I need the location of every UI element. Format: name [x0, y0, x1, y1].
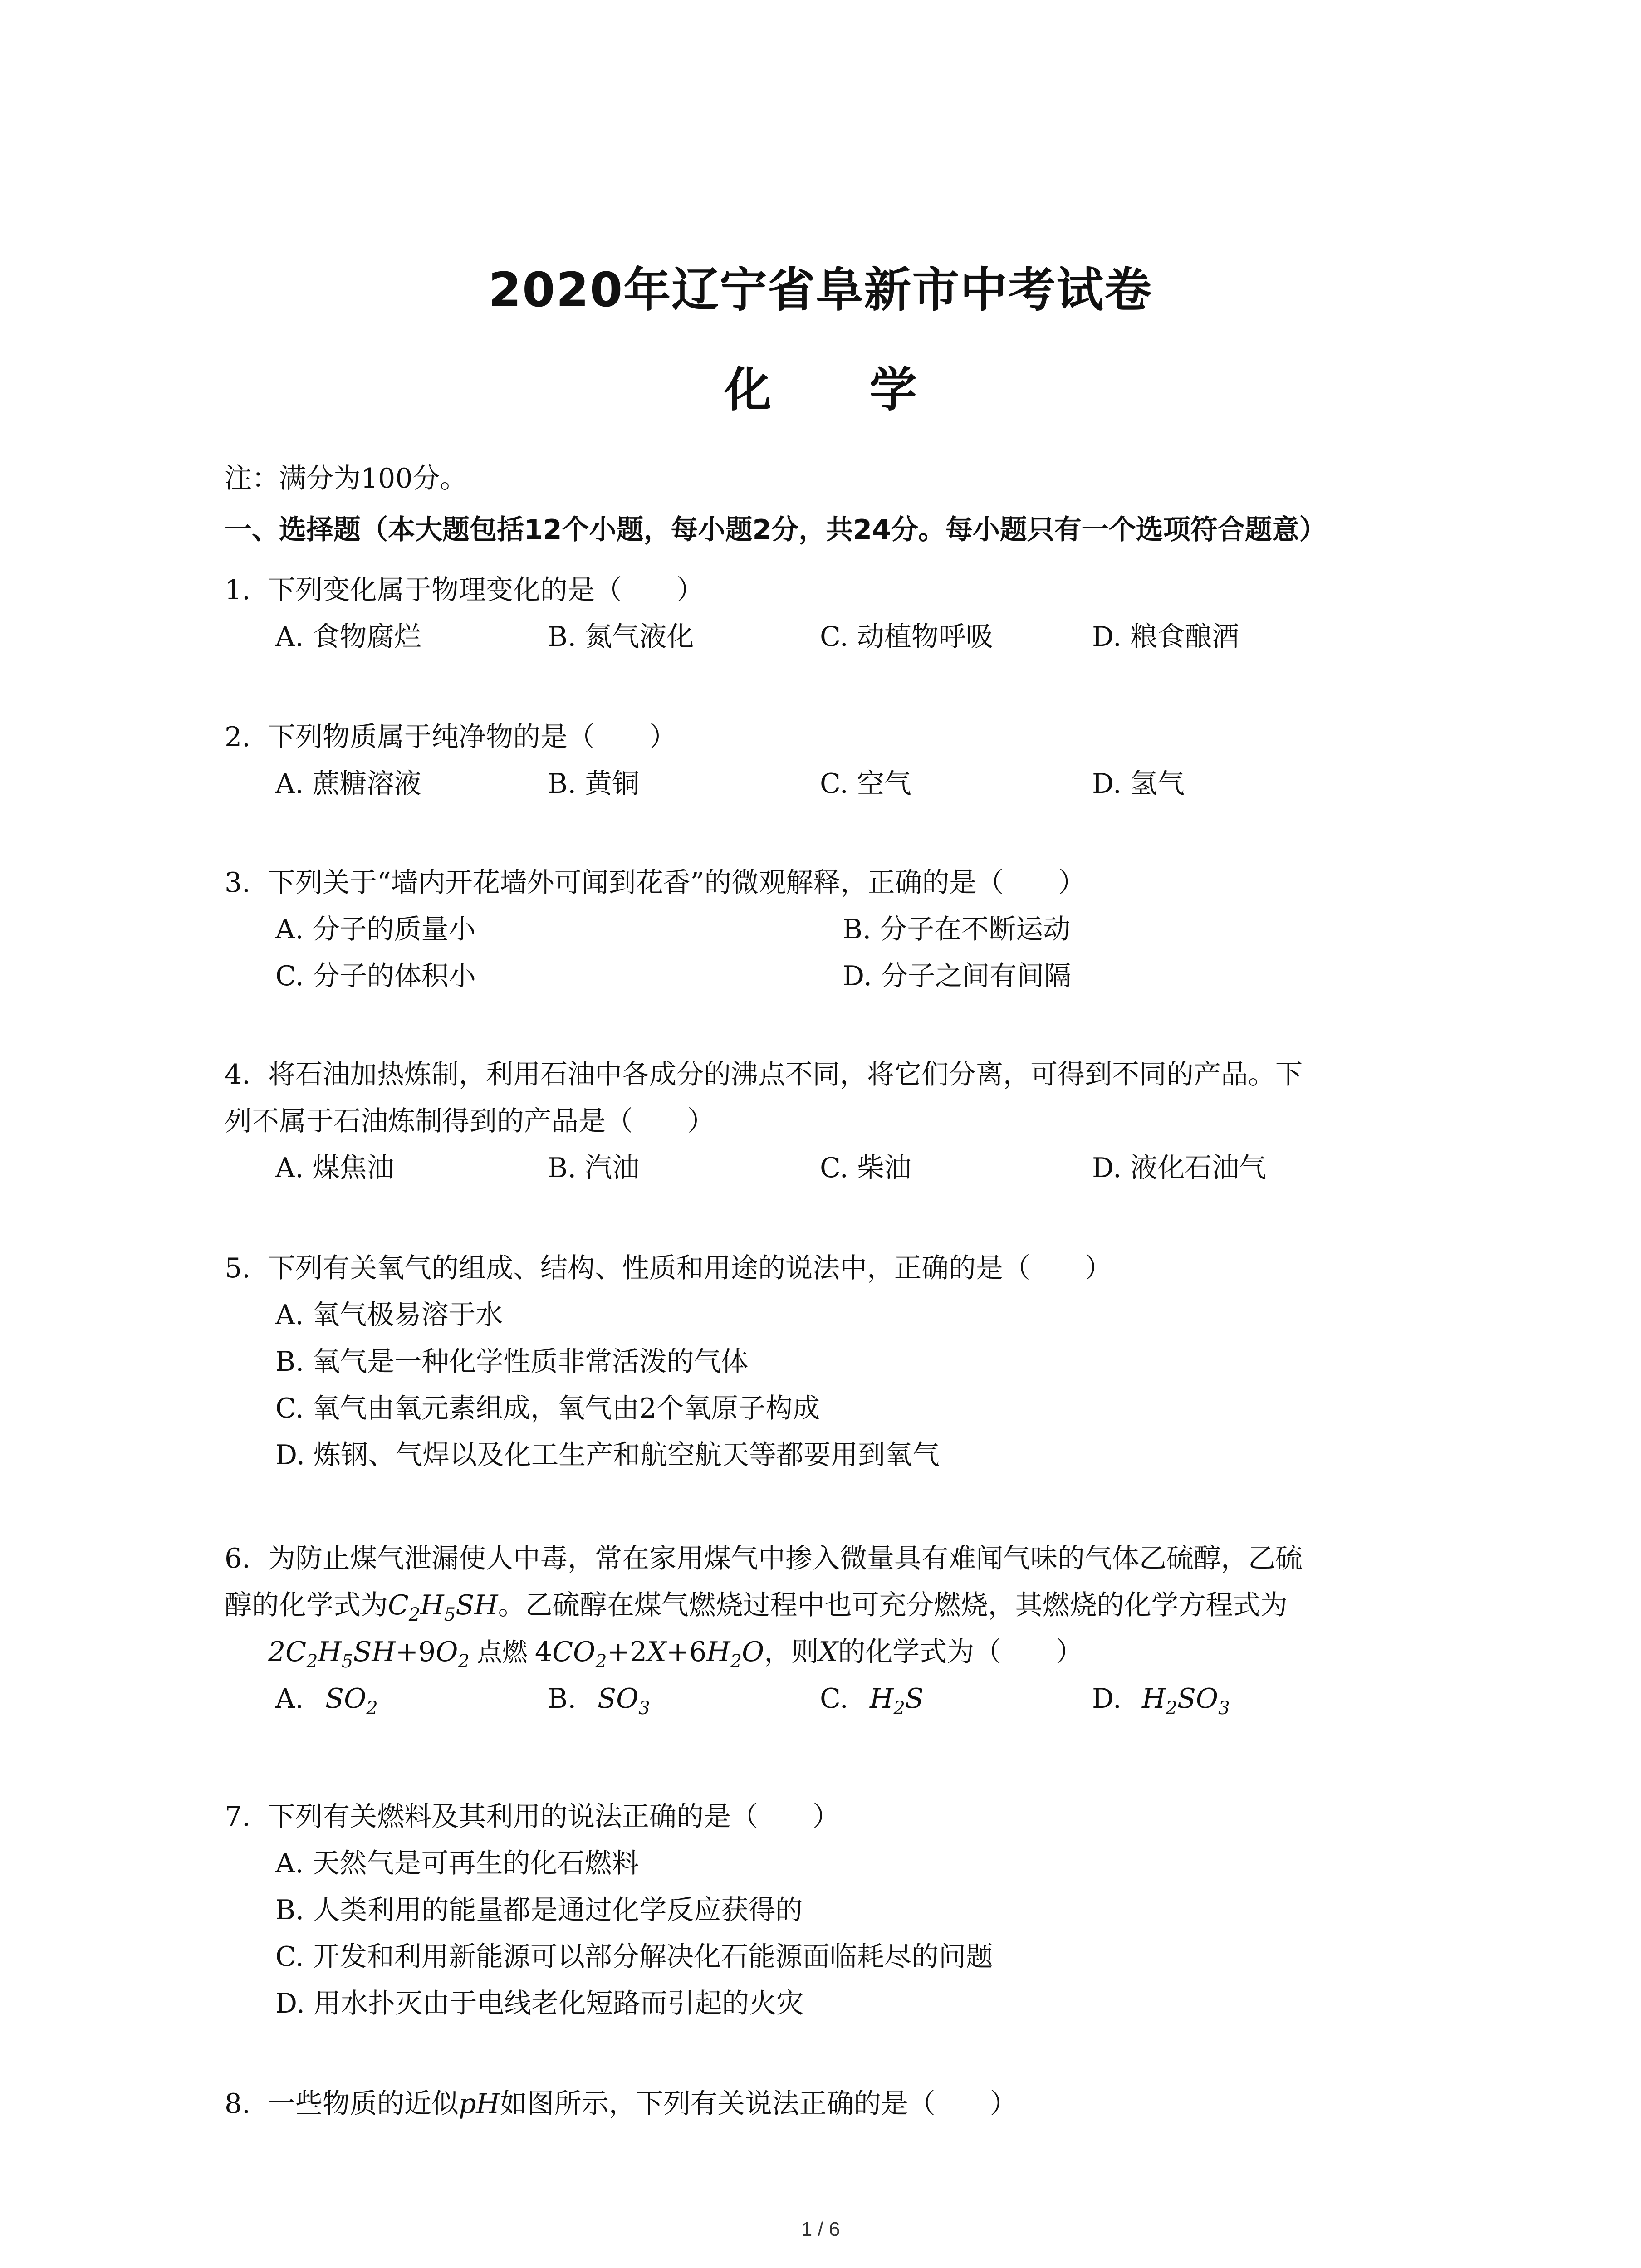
question-number: 1.: [225, 574, 251, 606]
options-row: [275, 1292, 1459, 1339]
option-b[interactable]: B. $SO_3$: [548, 1683, 650, 1719]
question-7: [225, 1794, 1459, 2027]
options-row: [275, 953, 1459, 1000]
options-row: [275, 1840, 1459, 1887]
question-text: 下列变化属于物理变化的是（ ）: [268, 574, 704, 606]
option-c[interactable]: C. 柴油: [820, 1152, 911, 1184]
exam-title: 2020年辽宁省阜新市中考试卷: [488, 262, 1153, 318]
option-d[interactable]: D. 炼钢、气焊以及化工生产和航空航天等都要用到氧气: [275, 1439, 940, 1471]
option-c[interactable]: C. 分子的体积小: [275, 960, 476, 992]
question-text: 为防止煤气泄漏使人中毒，常在家用煤气中掺入微量具有难闻气味的气体乙硫醇，乙硫: [268, 1543, 1303, 1574]
page-number: 1 / 6: [801, 2218, 840, 2240]
question-stem: 8. 一些物质的近似pH如图所示，下列有关说法正确的是（ ）: [225, 2081, 1459, 2127]
question-stem: [225, 1794, 1459, 1840]
question-stem: [225, 1245, 1459, 1292]
options-row: [275, 906, 1459, 953]
section-heading: 一、选择题（本大题包括12个小题，每小题2分，共24分。每小题只有一个选项符合题意）: [225, 514, 1327, 546]
question-stem: [225, 860, 1459, 906]
options-row: [275, 1676, 1459, 1722]
question-text: 下列有关燃料及其利用的说法正确的是（ ）: [268, 1801, 840, 1833]
option-c[interactable]: C. 氧气由氧元素组成，氧气由2个氧原子构成: [275, 1393, 820, 1424]
question-text: 下列关于“墙内开花墙外可闻到花香”的微观解释，正确的是（ ）: [268, 867, 1086, 899]
option-d[interactable]: D. 氢气: [1092, 768, 1185, 800]
question-text: 下列有关氧气的组成、结构、性质和用途的说法中，正确的是（ ）: [268, 1252, 1112, 1284]
question-number: 2.: [225, 721, 251, 753]
option-a[interactable]: A. 天然气是可再生的化石燃料: [275, 1848, 639, 1879]
question-stem: [225, 714, 1459, 761]
question-text-continued: 醇的化学式为$C_2H_5SH$。乙硫醇在煤气燃烧过程中也可充分燃烧，其燃烧的化学方程式为: [225, 1589, 1288, 1625]
option-a[interactable]: A. 分子的质量小: [275, 914, 476, 945]
question-4: [225, 1051, 1459, 1192]
options-row: [275, 1432, 1459, 1479]
question-2: [225, 714, 1459, 807]
option-a[interactable]: A. $SO_2$: [275, 1683, 378, 1719]
question-number: 4.: [225, 1059, 251, 1090]
question-number: 3.: [225, 867, 251, 899]
option-b[interactable]: B. 汽油: [548, 1152, 640, 1184]
options-row: [275, 1887, 1459, 1934]
question-stem: [225, 1535, 1459, 1582]
option-b[interactable]: B. 氮气液化: [548, 621, 694, 653]
question-6: [225, 1535, 1459, 1722]
options-row: [275, 614, 1459, 660]
question-text-continued: 列不属于石油炼制得到的产品是（ ）: [225, 1105, 715, 1137]
option-a[interactable]: A. 蔗糖溶液: [275, 768, 421, 800]
option-d[interactable]: D. 粮食酿酒: [1092, 621, 1239, 653]
question-number: 6.: [225, 1543, 251, 1574]
option-a[interactable]: A. 煤焦油: [275, 1152, 394, 1184]
question-3: [225, 860, 1459, 1000]
option-c[interactable]: C. 开发和利用新能源可以部分解决化石能源面临耗尽的问题: [275, 1941, 993, 1973]
subject-title: 化 学: [724, 362, 958, 417]
option-d[interactable]: D. 用水扑灭由于电线老化短路而引起的火灾: [275, 1988, 804, 2019]
question-1: [225, 567, 1459, 660]
score-note: 注：满分为100分。: [225, 463, 467, 494]
question-8: [225, 2081, 1459, 2127]
option-c[interactable]: C. $H_2S$: [820, 1683, 924, 1719]
options-row: [275, 1385, 1459, 1432]
option-a[interactable]: A. 食物腐烂: [275, 621, 421, 653]
options-row: [275, 1934, 1459, 1980]
formula-ethanethiol: $C_2H_5SH$: [388, 1589, 498, 1625]
chemical-equation: $2C_2H_5SH+9O_2$ 点燃 $4CO_2+2X+6H_2O$，则X的化学式为（ ）: [268, 1636, 1083, 1672]
option-b[interactable]: B. 分子在不断运动: [843, 914, 1071, 945]
option-a[interactable]: A. 氧气极易溶于水: [275, 1299, 503, 1331]
option-d[interactable]: D. 液化石油气: [1092, 1152, 1267, 1184]
question-text: 将石油加热炼制，利用石油中各成分的沸点不同，将它们分离，可得到不同的产品。下: [268, 1059, 1303, 1090]
options-row: [275, 761, 1459, 807]
option-b[interactable]: B. 黄铜: [548, 768, 640, 800]
question-number: 8.: [225, 2088, 251, 2120]
question-stem: [225, 567, 1459, 614]
options-row: [275, 1145, 1459, 1192]
question-text: 下列物质属于纯净物的是（ ）: [268, 721, 676, 753]
option-b[interactable]: B. 人类利用的能量都是通过化学反应获得的: [275, 1894, 803, 1926]
question-5: [225, 1245, 1459, 1479]
question-number: 7.: [225, 1801, 251, 1833]
option-b[interactable]: B. 氧气是一种化学性质非常活泼的气体: [275, 1346, 749, 1378]
option-c[interactable]: C. 空气: [820, 768, 911, 800]
option-d[interactable]: D. $H_2SO_3$: [1092, 1683, 1230, 1719]
reaction-condition: 点燃: [474, 1639, 530, 1668]
options-row: [275, 1339, 1459, 1385]
option-d[interactable]: D. 分子之间有间隔: [843, 960, 1072, 992]
option-c[interactable]: C. 动植物呼吸: [820, 621, 993, 653]
options-row: [275, 1980, 1459, 2027]
question-stem: [225, 1051, 1459, 1098]
question-number: 5.: [225, 1252, 251, 1284]
